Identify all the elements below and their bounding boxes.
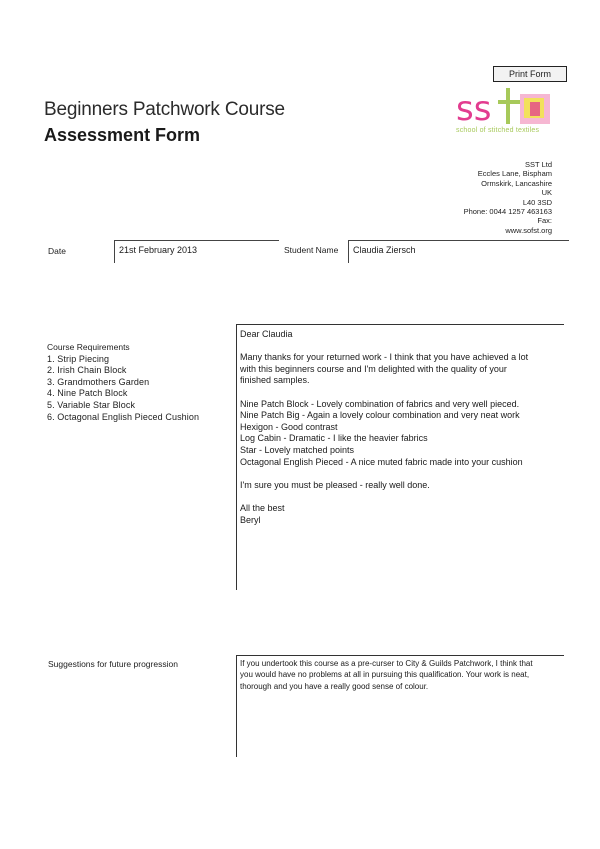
print-form-button[interactable]: Print Form [493, 66, 567, 82]
letter-signature: Beryl [240, 514, 261, 525]
letter-greeting: Dear Claudia [240, 329, 293, 339]
suggestions-field[interactable] [236, 655, 564, 757]
course-requirements [47, 342, 199, 423]
form-title: Assessment Form [44, 125, 201, 145]
address-line: Ormskirk, Lancashire [481, 178, 552, 188]
assessment-letter-field[interactable] [236, 324, 564, 590]
date-field[interactable]: 21st February 2013 [114, 240, 279, 263]
address-line: Phone: 0044 1257 463163 [463, 207, 552, 217]
text-line: with this beginners course and I'm delighted with the quality of your [240, 363, 507, 374]
list-item: 5. Variable Star Block [47, 399, 136, 410]
feedback-line: Log Cabin - Dramatic - I like the heavier fabrics [240, 433, 428, 444]
svg-text:ss: ss [456, 89, 492, 129]
requirements-list [47, 354, 199, 424]
text-line: finished samples. [240, 375, 310, 386]
address-line: SST Ltd [525, 160, 552, 169]
text-line: Many thanks for your returned work - I think that you have achieved a lot [240, 352, 529, 363]
list-item: 6. Octagonal English Pieced Cushion [47, 411, 200, 422]
address-line: Eccles Lane, Bispham [477, 169, 552, 179]
list-item: 1. Strip Piecing [47, 353, 110, 364]
course-title: Beginners Patchwork Course [44, 99, 285, 120]
address-line: L40 3SD [522, 197, 552, 207]
letter-paragraph [240, 352, 560, 387]
address-block [464, 160, 552, 235]
student-name-field[interactable]: Claudia Ziersch [348, 240, 569, 263]
requirements-heading: Course Requirements [47, 342, 130, 352]
date-label: Date [48, 246, 66, 256]
feedback-line: Nine Patch Block - Lovely combination of fabrics and very well pieced. [240, 398, 520, 409]
letter-paragraph: I'm sure you must be pleased - really well done. [240, 479, 430, 490]
text-line: If you undertook this course as a pre-curser to City & Guilds Patchwork, I think that [240, 659, 533, 668]
address-line: www.sofst.org [505, 225, 552, 235]
letter-signoff [240, 503, 560, 526]
feedback-line: Hexigon - Good contrast [240, 421, 338, 432]
feedback-line: Star - Lovely matched points [240, 444, 355, 455]
address-line: Fax: [537, 216, 552, 226]
feedback-line: Nine Patch Big - Again a lovely colour combination and very neat work [240, 410, 520, 421]
feedback-line: Octagonal English Pieced - A nice muted fabric made into your cushion [240, 456, 523, 467]
suggestions-label: Suggestions for future progression [48, 659, 178, 669]
student-name-label: Student Name [284, 245, 339, 255]
address-line: UK [541, 188, 552, 198]
list-item: 3. Grandmothers Garden [47, 376, 150, 387]
text-line: you would have no problems at all in pursuing this qualification. Your work is neat, [240, 670, 530, 680]
list-item: 2. Irish Chain Block [47, 365, 127, 376]
list-item: 4. Nine Patch Block [47, 388, 128, 399]
letter-feedback [240, 399, 560, 469]
logo-tagline: school of stitched textiles [456, 127, 540, 134]
letter-closing: All the best [240, 502, 285, 513]
text-line: thorough and you have a really good sense of colour. [240, 681, 429, 691]
